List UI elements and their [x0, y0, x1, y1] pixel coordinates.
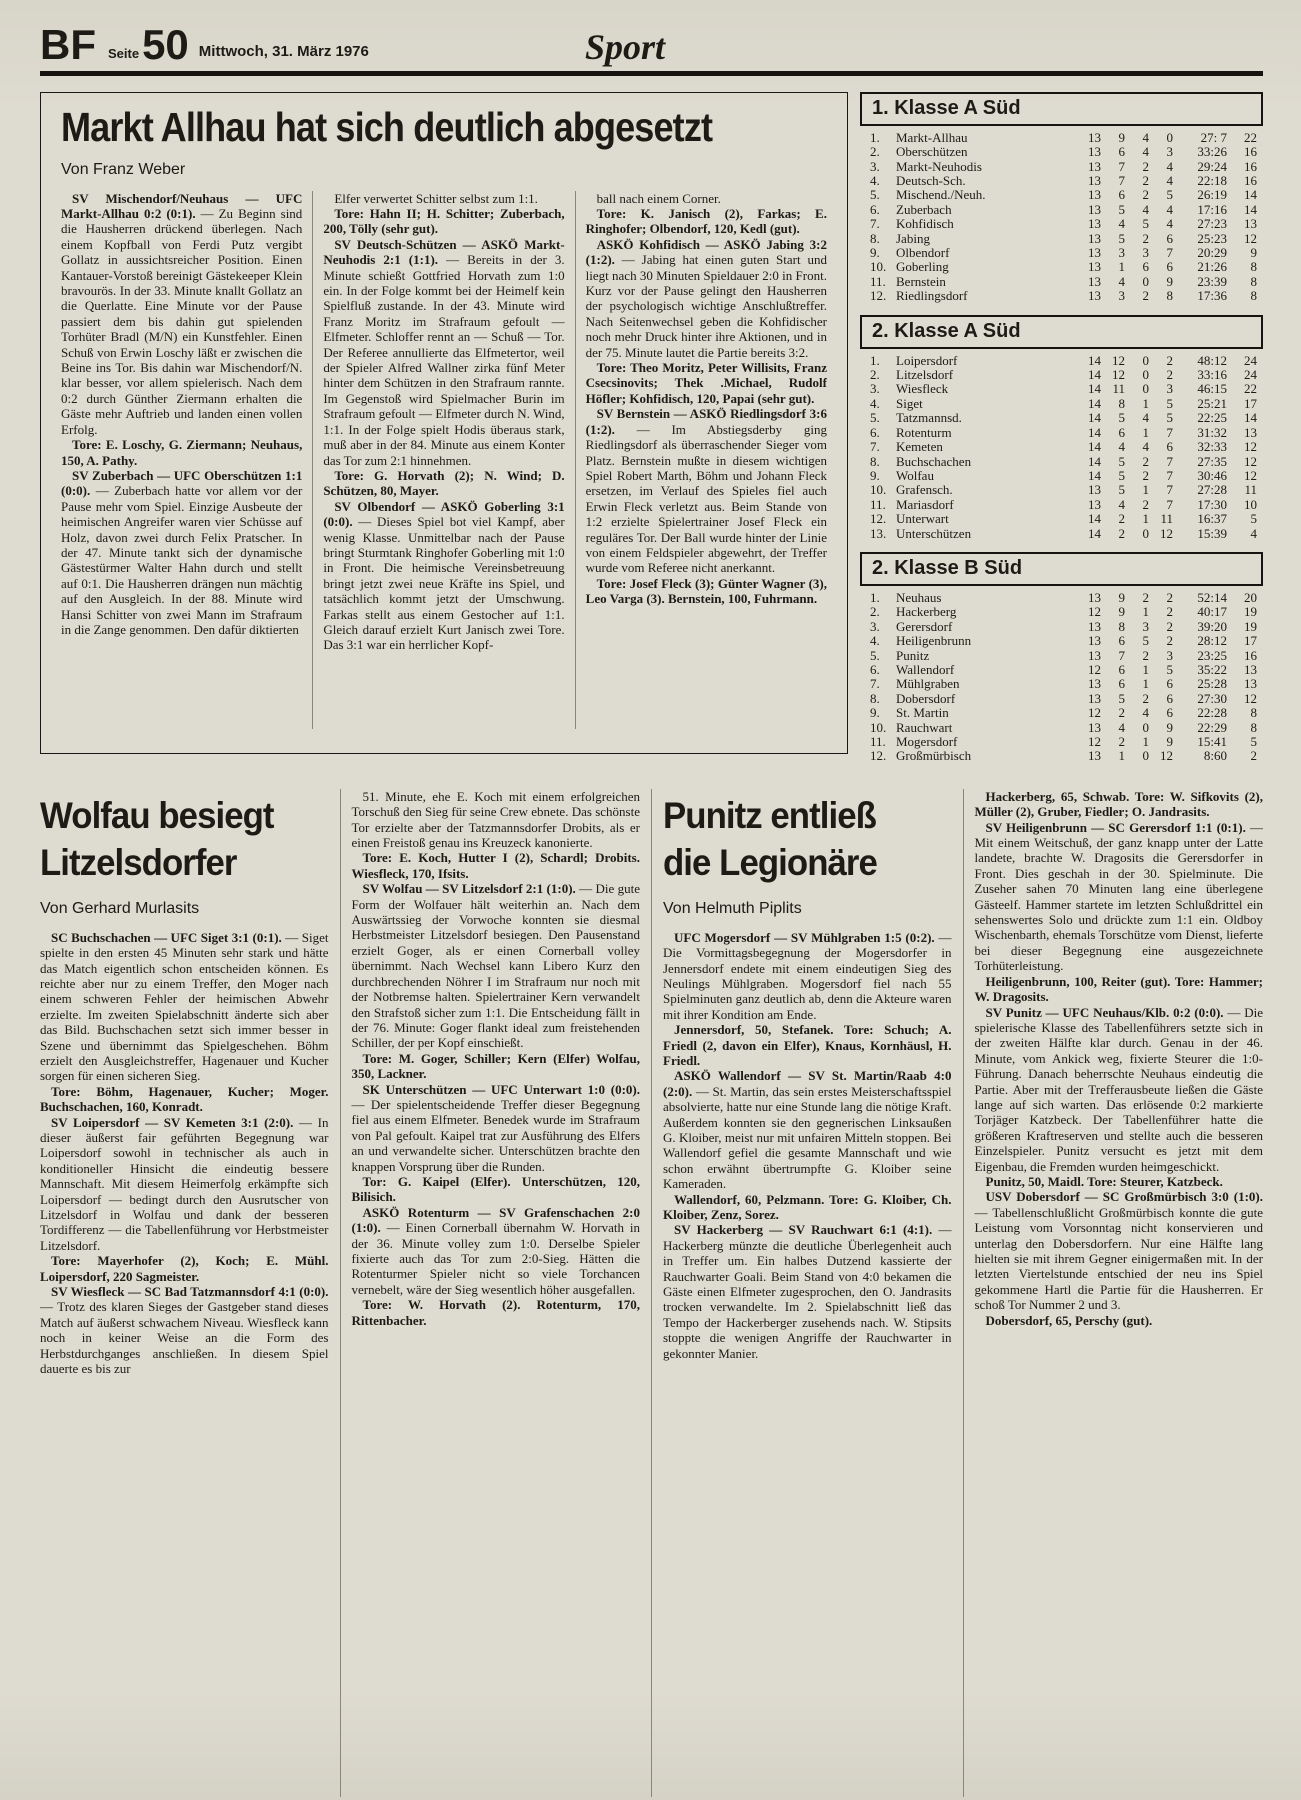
- article-paragraph: UFC Mogersdorf — SV Mühlgraben 1:5 (0:2). — Die Vormittagsbegegnung der Mogersdorfer in Jennersdorf endete mit einem eindeutigen Sieg des Neulings Mühlgraben. Mogersdorf fiel nach 55 Spielminuten ganz deutlich ab, denn die Akteure waren mit ihrer Kondition am Ende.: [663, 929, 952, 1022]
- article-paragraph: SV Wiesfleck — SC Bad Tatzmannsdorf 4:1 (0:0). — Trotz des klaren Sieges der Gastgeber stand dieses Match auf äußerst schwachem Niveau. Wiesfleck kann noch in keiner Weise an die Form des Herbstdurchganges anschließen. In diesem Spiel dauerte es bis zur: [40, 1284, 329, 1377]
- standings-row: 2. Oberschützen 13 6 4 3 33:26 16: [870, 144, 1257, 160]
- page-label: Seite: [108, 45, 140, 61]
- article-paragraph: Tore: Hahn II; H. Schitter; Zuberbach, 200, Tölly (sehr gut).: [323, 206, 565, 237]
- standings-row: 12. Unterwart 14 2 1 11 16:37 5: [870, 511, 1257, 527]
- article-paragraph: ball nach einem Corner.: [596, 190, 721, 206]
- wolfau-article-column-1: [40, 789, 340, 1797]
- article-paragraph: 51. Minute, ehe E. Koch mit einem erfolgreichen Torschuß den Sieg für seine Crew ebnete. Das schönste Tor erzielte aber der Tatzmannsdorfer Drobits, als er einen Freistoß genau ins Kreuzeck kanonierte.: [351, 788, 640, 851]
- standings-row: 6. Rotenturm 14 6 1 7 31:32 13: [870, 424, 1257, 440]
- article-paragraph: Tor: G. Kaipel (Elfer). Unterschützen, 120, Bilisich.: [351, 1173, 640, 1205]
- standings-section-2: [860, 315, 1263, 541]
- article-paragraph: SV Punitz — UFC Neuhaus/Klb. 0:2 (0:0). — Die spielerische Klasse des Tabellenführers setzte sich in der zweiten Hälfte klar durch. Genau in der 46. Minute, vom Ankick weg, fixierte Steurer die 1:0-Führung. Danach beherrschte Neuhaus eindeutig die Partie. Aber mit der Trefferausbeute ließen die Gäste lange auf sich warten. Das erlösende 0:2 markierte Torjäger Katzbeck. Der Tabellenführer hatte die größeren Kraftreserven und stellte auch die besseren Einzelspieler. Punitz versucht es jetzt mit dem Eigenbau, die Fremden wurden heimgeschickt.: [974, 1004, 1263, 1174]
- article-paragraph: SV Deutsch-Schützen — ASKÖ Markt-Neuhodis 2:1 (1:1). — Bereits in der 3. Minute schießt Gottfried Horvath zum 1:0 ein. In der Folge kommt bei der Heimelf kein Spielfluß zustande. In der 43. Minute wird Franz Moritz im Strafraum gefoult — Elfmeter. Schloffer rennt an — Schuß — Tor. Der Referee annullierte das Elfmetertor, weil der Spieler Alfred Wallner zirka fünf Meter hinter dem Schützen in den Strafraum rannte. Im Gegenstoß wird Spielmacher Burin im Strafraum gefoult — Elfmeter durch N. Wind, 1:1. In der Folge spielt Hodis überaus stark, muß aber in der 84. Minute aus einem Konter das Tor zum 2:1 hinnehmen.: [323, 236, 565, 468]
- standings-row: 2. Litzelsdorf 14 12 0 2 33:16 24: [870, 367, 1257, 383]
- standings-row: 9. Olbendorf 13 3 3 7 20:29 9: [870, 245, 1257, 261]
- article-column-1: [61, 191, 312, 729]
- standings-title-2: 2. Klasse A Süd: [860, 315, 1263, 349]
- main-article-headline: Markt Allhau hat sich deutlich abgesetzt: [61, 103, 713, 150]
- article-paragraph: Punitz, 50, Maidl. Tore: Steurer, Katzbeck.: [985, 1173, 1223, 1189]
- article-paragraph: USV Dobersdorf — SC Großmürbisch 3:0 (1:0). — Tabellenschlußlicht Großmürbisch konnte die gute Leistung vom Vorsonntag nicht konservieren und unterlag den Dobersdorfern. Nur eine Hälfte lang hielten sie mit ihrem Gegner einigermaßen mit. In der letzten Viertelstunde entschied der neu ins Spiel gekommene Hartl die Partie für die Hausherren. Er schoß Tor Nummer 2 und 3.: [974, 1189, 1263, 1313]
- punitz-headline-line1: Punitz entließ: [663, 794, 876, 836]
- standings-row: 8. Dobersdorf 13 5 2 6 27:30 12: [870, 690, 1257, 706]
- main-article-columns: [61, 191, 827, 729]
- standings-row: 1. Neuhaus 13 9 2 2 52:14 20: [870, 589, 1257, 605]
- standings-row: 7. Mühlgraben 13 6 1 6 25:28 13: [870, 676, 1257, 692]
- main-article-byline: Von Franz Weber: [61, 160, 186, 178]
- article-column-2: [312, 191, 574, 729]
- standings-row: 5. Punitz 13 7 2 3 23:25 16: [870, 647, 1257, 663]
- wolfau-text-2: [352, 789, 641, 1328]
- standings-row: 10. Goberling 13 1 6 6 21:26 8: [870, 259, 1257, 275]
- punitz-text-2: [975, 789, 1264, 1328]
- standings-row: 3. Wiesfleck 14 11 0 3 46:15 22: [870, 381, 1257, 397]
- standings-sidebar: [860, 92, 1263, 775]
- standings-row: 1. Loipersdorf 14 12 0 2 48:12 24: [870, 352, 1257, 368]
- standings-row: 7. Kemeten 14 4 4 6 32:33 12: [870, 439, 1257, 455]
- article-paragraph: Tore: W. Horvath (2). Rotenturm, 170, Rittenbacher.: [351, 1297, 640, 1328]
- wolfau-text-1: [40, 930, 329, 1377]
- article-paragraph: SK Unterschützen — UFC Unterwart 1:0 (0:0). — Der spielentscheidende Treffer dieser Begegnung fiel aus einem Elfmeter. Benedek wurde im Strafraum von Pal gefoult. Kaipel trat zur Ausführung des Elfers an und verwandelte sicher. Unterschützen brachte den knappen Vorsprung über die Runden.: [351, 1081, 640, 1174]
- article-paragraph: SV Bernstein — ASKÖ Riedlingsdorf 3:6 (1:2). — Im Abstiegsderby ging Riedlingsdorf als überraschender Sieger vom Platz. Bernstein mußte in diesem wichtigen Spiel Robert Marth, Böhm und Johann Fleck ersetzen, im Verlauf des Spieles fiel auch Erwin Fleck verletzt aus. Beim Stande von 1:2 erzielte Spielertrainer Josef Fleck ein reguläres Tor. Der Ball wurde hinter der Linie von einem Feldspieler abgewehrt, der Treffer wurde vom Referee nicht anerkannt.: [585, 406, 827, 576]
- article-paragraph: SV Olbendorf — ASKÖ Goberling 3:1 (0:0). — Dieses Spiel bot viel Kampf, aber wenig Klasse. Unmittelbar nach der Pause bringt Sturmtank Ringhofer Goberling mit 1:0 in Front. Die heimische Vereinsbetreuung bringt jetzt zwei neue Kräfte ins Spiel, und tatsächlich kommt jetzt der Umschwung. Farkas stellt aus einem Gestocher auf 1:1. Gleich darauf erzielt Kurt Janisch zwei Tore. Das 3:1 war ein herrlicher Kopf-: [323, 498, 565, 653]
- standings-title-3: 2. Klasse B Süd: [860, 552, 1263, 586]
- standings-row: 7. Kohfidisch 13 4 5 4 27:23 13: [870, 216, 1257, 232]
- main-article: [40, 92, 848, 754]
- section-title: Sport: [585, 26, 666, 67]
- standings-row: 13. Unterschützen 14 2 0 12 15:39 4: [870, 525, 1257, 541]
- standings-section-1: [860, 92, 1263, 304]
- article-paragraph: Tore: M. Goger, Schiller; Kern (Elfer) Wolfau, 350, Lackner.: [351, 1050, 640, 1082]
- article-paragraph: Heiligenbrunn, 100, Reiter (gut). Tore: Hammer; W. Dragosits.: [974, 973, 1263, 1005]
- article-paragraph: ASKÖ Kohfidisch — ASKÖ Jabing 3:2 (1:2). — Jabing hat einen guten Start und liegt nach 30 Minuten Spieldauer 2:0 in Front. Kurz vor der Pause gelingt den Hausherren der psychologisch wichtige Anschlußtreffer. Nach Seitenwechsel geben die Kohfidischer noch mehr Druck hinter ihre Aktionen, und in der 75. Minute lautet die Partie bereits 3:2.: [585, 236, 827, 360]
- article-paragraph: ASKÖ Rotenturm — SV Grafenschachen 2:0 (1:0). — Einen Cornerball übernahm W. Horvath in der 36. Minute volley zum 1:0. Derselbe Spieler fixierte auch das Tor zum 2:0-Sieg. Hätten die Rotenturmer Spieler nicht so viele Torchancen vernebelt, wäre der Sieg wesentlich höher ausgefallen.: [351, 1204, 640, 1297]
- standings-rows-3: [860, 591, 1263, 764]
- article-column-3: [575, 191, 827, 729]
- standings-row: 11. Mariasdorf 13 4 2 7 17:30 10: [870, 496, 1257, 512]
- brand-logo: BF: [40, 21, 96, 68]
- standings-row: 10. Rauchwart 13 4 0 9 22:29 8: [870, 719, 1257, 735]
- standings-row: 3. Gerersdorf 13 8 3 2 39:20 19: [870, 618, 1257, 634]
- article-paragraph: Tore: K. Janisch (2), Farkas; E. Ringhofer; Olbendorf, 120, Kedl (gut).: [585, 206, 827, 237]
- article-paragraph: Dobersdorf, 65, Perschy (gut).: [985, 1312, 1153, 1328]
- article-paragraph: SV Zuberbach — UFC Oberschützen 1:1 (0:0). — Zuberbach hatte vor allem vor der Pause mehr vom Spiel. Einzige Ausbeute der heimischen Angreifer waren vier Schüsse auf Holz, davon zwei durch Felix Pratscher. In der 47. Minute tankt sich der dynamische Gästestürmer Walter Hahn durch und stellt auf 0:1. Die Hausherren drängen nun mächtig auf den Ausgleich. In der 88. Minute wird Hansi Schitter von zwei Mann im Strafraum in die Zange genommen. Den dafür diktierten: [61, 467, 303, 637]
- article-paragraph: SV Heiligenbrunn — SC Gerersdorf 1:1 (0:1). — Mit einem Weitschuß, der ganz knapp unter der Latte landete, brachte W. Dragosits die Gerersdorfer in Front. Dies geschah in der 30. Spielminute. Die Zuseher sahen 70 Minuten lang eine überlegene Gästeelf. Hammer startete im letzten Schlußdrittel ein sehenswertes Solo und drückte zum 1:1 ein. Oldboy Wischenbarth, ehemals Torschütze vom Dienst, lieferte bei dieser Begegnung eine ausgezeichnete Torhüterleistung.: [974, 819, 1263, 974]
- article-paragraph: Tore: E. Koch, Hutter I (2), Schardl; Drobits. Wiesfleck, 170, Ifsits.: [351, 850, 640, 881]
- wolfau-headline-line2: Litzelsdorfer: [40, 842, 237, 884]
- punitz-article-column-2: [963, 789, 1264, 1797]
- standings-row: 1. Markt-Allhau 13 9 4 0 27: 7 22: [870, 129, 1257, 145]
- standings-section-3: [860, 552, 1263, 764]
- standings-row: 11. Mogersdorf 12 2 1 9 15:41 5: [870, 734, 1257, 750]
- wolfau-headline-line1: Wolfau besiegt: [40, 794, 274, 836]
- edition-date: Mittwoch, 31. März 1976: [198, 42, 369, 60]
- standings-rows-2: [860, 354, 1263, 541]
- article-paragraph: SV Loipersdorf — SV Kemeten 3:1 (2:0). — In dieser äußerst fair geführten Begegnung war Loipersdorf sowohl in technischer als auch in konditioneller Hinsicht die eindeutig bessere Mannschaft. Mit diesem Heimerfolg erkämpfte sich Loipersdorf — bedingt durch den Ausrutscher von Litzelsdorf in Wolfau und dank der besseren Tordifferenz — die Tabellenführung vor Herbstmeister Litzelsdorf.: [40, 1114, 329, 1253]
- standings-row: 6. Wallendorf 12 6 1 5 35:22 13: [870, 661, 1257, 677]
- article-paragraph: Elfer verwertet Schitter selbst zum 1:1.: [334, 190, 538, 206]
- article-paragraph: SV Mischendorf/Neuhaus — UFC Markt-Allhau 0:2 (0:1). — Zu Beginn sind die Hausherren drückend überlegen. Nach einem Kopfball von Ferdi Putz vergibt Gollatz in aussichtsreicher Position. Einen Kantauer-Vorstoß bereinigt Gästekeeper Klein bravourös. In der 33. Minute knallt Gollatz an die Querlatte. Eine Minute vor der Pause passiert dem bis dahin gut spielenden Torhüter Bradl (M/N) ein Kunstfehler. Einen Schuß von Erwin Loschy läßt er zwischen die Beine ins Tor. Bis dahin war Mischendorf/N. klar besser, vor allem spielerisch. Nach dem 0:2 durch Günther Ziermann erhalten die Gäste mehr Auftrieb und landen einen vollen Erfolg.: [61, 190, 303, 437]
- standings-row: 5. Tatzmannsd. 14 5 4 5 22:25 14: [870, 410, 1257, 426]
- standings-row: 2. Hackerberg 12 9 1 2 40:17 19: [870, 604, 1257, 620]
- standings-row: 4. Siget 14 8 1 5 25:21 17: [870, 395, 1257, 411]
- punitz-text-1: [663, 930, 952, 1361]
- standings-row: 11. Bernstein 13 4 0 9 23:39 8: [870, 273, 1257, 289]
- standings-row: 5. Mischend./Neuh. 13 6 2 5 26:19 14: [870, 187, 1257, 203]
- article-paragraph: Jennersdorf, 50, Stefanek. Tore: Schuch; A. Friedl (2, davon ein Elfer), Knaus, Kornhäusl, H. Friedl.: [663, 1022, 952, 1068]
- article-paragraph: Tore: E. Loschy, G. Ziermann; Neuhaus, 150, A. Pathy.: [61, 437, 303, 468]
- article-paragraph: SV Wolfau — SV Litzelsdorf 2:1 (1:0). — Die gute Form der Wolfauer hält weiterhin an. Nach dem Auswärtssieg der Vorwoche konnten sie diesmal Herbstmeister Litzelsdorf besiegen. Den Pausenstand erzielt Goger, als er einen Cornerball volley übernimmt. Nach Wechsel kann Libero Kurz den durchbrechenden Nöhrer I im Strafraum nur noch mit der Notbremse halten. Spielertrainer Kern verwandelt den Strafstoß sicher zum 1:1. Die Entscheidung fällt in der 76. Minute: Goger flankt ideal zum freistehenden Schiller, der per Kopf einschießt.: [351, 881, 640, 1051]
- article-paragraph: Tore: Mayerhofer (2), Koch; E. Mühl. Loipersdorf, 220 Sagmeister.: [40, 1253, 329, 1284]
- standings-row: 6. Zuberbach 13 5 4 4 17:16 14: [870, 201, 1257, 217]
- standings-row: 8. Jabing 13 5 2 6 25:23 12: [870, 230, 1257, 246]
- punitz-headline-line2: die Legionäre: [663, 842, 877, 884]
- article-paragraph: Tore: Josef Fleck (3); Günter Wagner (3), Leo Varga (3). Bernstein, 100, Fuhrmann.: [585, 575, 827, 607]
- masthead: [40, 21, 1263, 76]
- page-number: 50: [142, 21, 189, 68]
- article-paragraph: Tore: Böhm, Hagenauer, Kucher; Moger. Buchschachen, 160, Konradt.: [40, 1083, 329, 1115]
- article-paragraph: SV Hackerberg — SV Rauchwart 6:1 (4:1). — Hackerberg münzte die deutliche Überlegenheit auch in Treffer um. Ein halbes Dutzend kassierte der Rauchwarter Goali. Beim Stand von 4:0 bekamen die Gäste einen Elfmeter zugesprochen, den O. Jandrasits trocken verwandelte. Im 2. Spielabschnitt ließ das Tempo der Hackerberger zusehends nach. W. Stipsits stoppte die wenigen Angriffe der Rauchwarter in gekonnter Manier.: [663, 1222, 952, 1361]
- article-paragraph: Tore: Theo Moritz, Peter Willisits, Franz Csecsinovits; Thek .Michael, Rudolf Höfler; Kohfidisch, 120, Papai (sehr gut).: [585, 360, 827, 406]
- bottom-section: [40, 789, 1263, 1797]
- standings-title-1: 1. Klasse A Süd: [860, 92, 1263, 126]
- standings-row: 4. Heiligenbrunn 13 6 5 2 28:12 17: [870, 633, 1257, 649]
- wolfau-article-column-2: [340, 789, 652, 1797]
- punitz-byline: Von Helmuth Piplits: [663, 899, 802, 917]
- article-paragraph: Wallendorf, 60, Pelzmann. Tore: G. Kloiber, Ch. Kloiber, Zenz, Sorez.: [663, 1191, 952, 1223]
- wolfau-byline: Von Gerhard Murlasits: [40, 899, 200, 917]
- standings-rows-1: [860, 131, 1263, 304]
- article-paragraph: Tore: G. Horvath (2); N. Wind; D. Schützen, 80, Mayer.: [323, 467, 565, 499]
- standings-row: 12. Riedlingsdorf 13 3 2 8 17:36 8: [870, 288, 1257, 304]
- main-row: [40, 92, 1263, 775]
- standings-row: 9. St. Martin 12 2 4 6 22:28 8: [870, 705, 1257, 721]
- standings-row: 8. Buchschachen 14 5 2 7 27:35 12: [870, 453, 1257, 469]
- standings-row: 12. Großmürbisch 13 1 0 12 8:60 2: [870, 748, 1257, 764]
- standings-row: 3. Markt-Neuhodis 13 7 2 4 29:24 16: [870, 158, 1257, 174]
- article-paragraph: ASKÖ Wallendorf — SV St. Martin/Raab 4:0 (2:0). — St. Martin, das sein erstes Meisterschaftsspiel absolvierte, hatte nur eine Stunde lang die nötige Kraft. Außerdem konnten sie den gegnerischen Linksaußen G. Kloiber, meist nur mit unfairen Mitteln stoppen. Bei Wallendorf gefiel die gesamte Mannschaft und wie schon erwähnt übertrumpfte G. Kloiber seine Kameraden.: [663, 1068, 952, 1192]
- article-paragraph: Hackerberg, 65, Schwab. Tore: W. Sifkovits (2), Müller (2), Gruber, Fiedler; O. Jandrasits.: [974, 788, 1263, 820]
- punitz-article-column-1: [651, 789, 963, 1797]
- standings-row: 4. Deutsch-Sch. 13 7 2 4 22:18 16: [870, 173, 1257, 189]
- standings-row: 10. Grafensch. 13 5 1 7 27:28 11: [870, 482, 1257, 498]
- article-paragraph: SC Buchschachen — UFC Siget 3:1 (0:1). — Siget spielte in den ersten 45 Minuten sehr stark und hätte das Match eigentlich schon entscheiden können. Es reichte aber nur zu einem Treffer, den Moger nach einem schweren Fehler der heimischen Abwehr erzielte. Im zweiten Spielabschnitt änderte sich aber das Bild. Buchschachen setzt sich immer besser in Szene und übernimmt das Spielgeschehen. Böhm erzielt den Ausgleichstreffer, Hagenauer und Kucher sorgen für einen sicheren Sieg.: [40, 929, 329, 1084]
- standings-row: 9. Wolfau 14 5 2 7 30:46 12: [870, 467, 1257, 483]
